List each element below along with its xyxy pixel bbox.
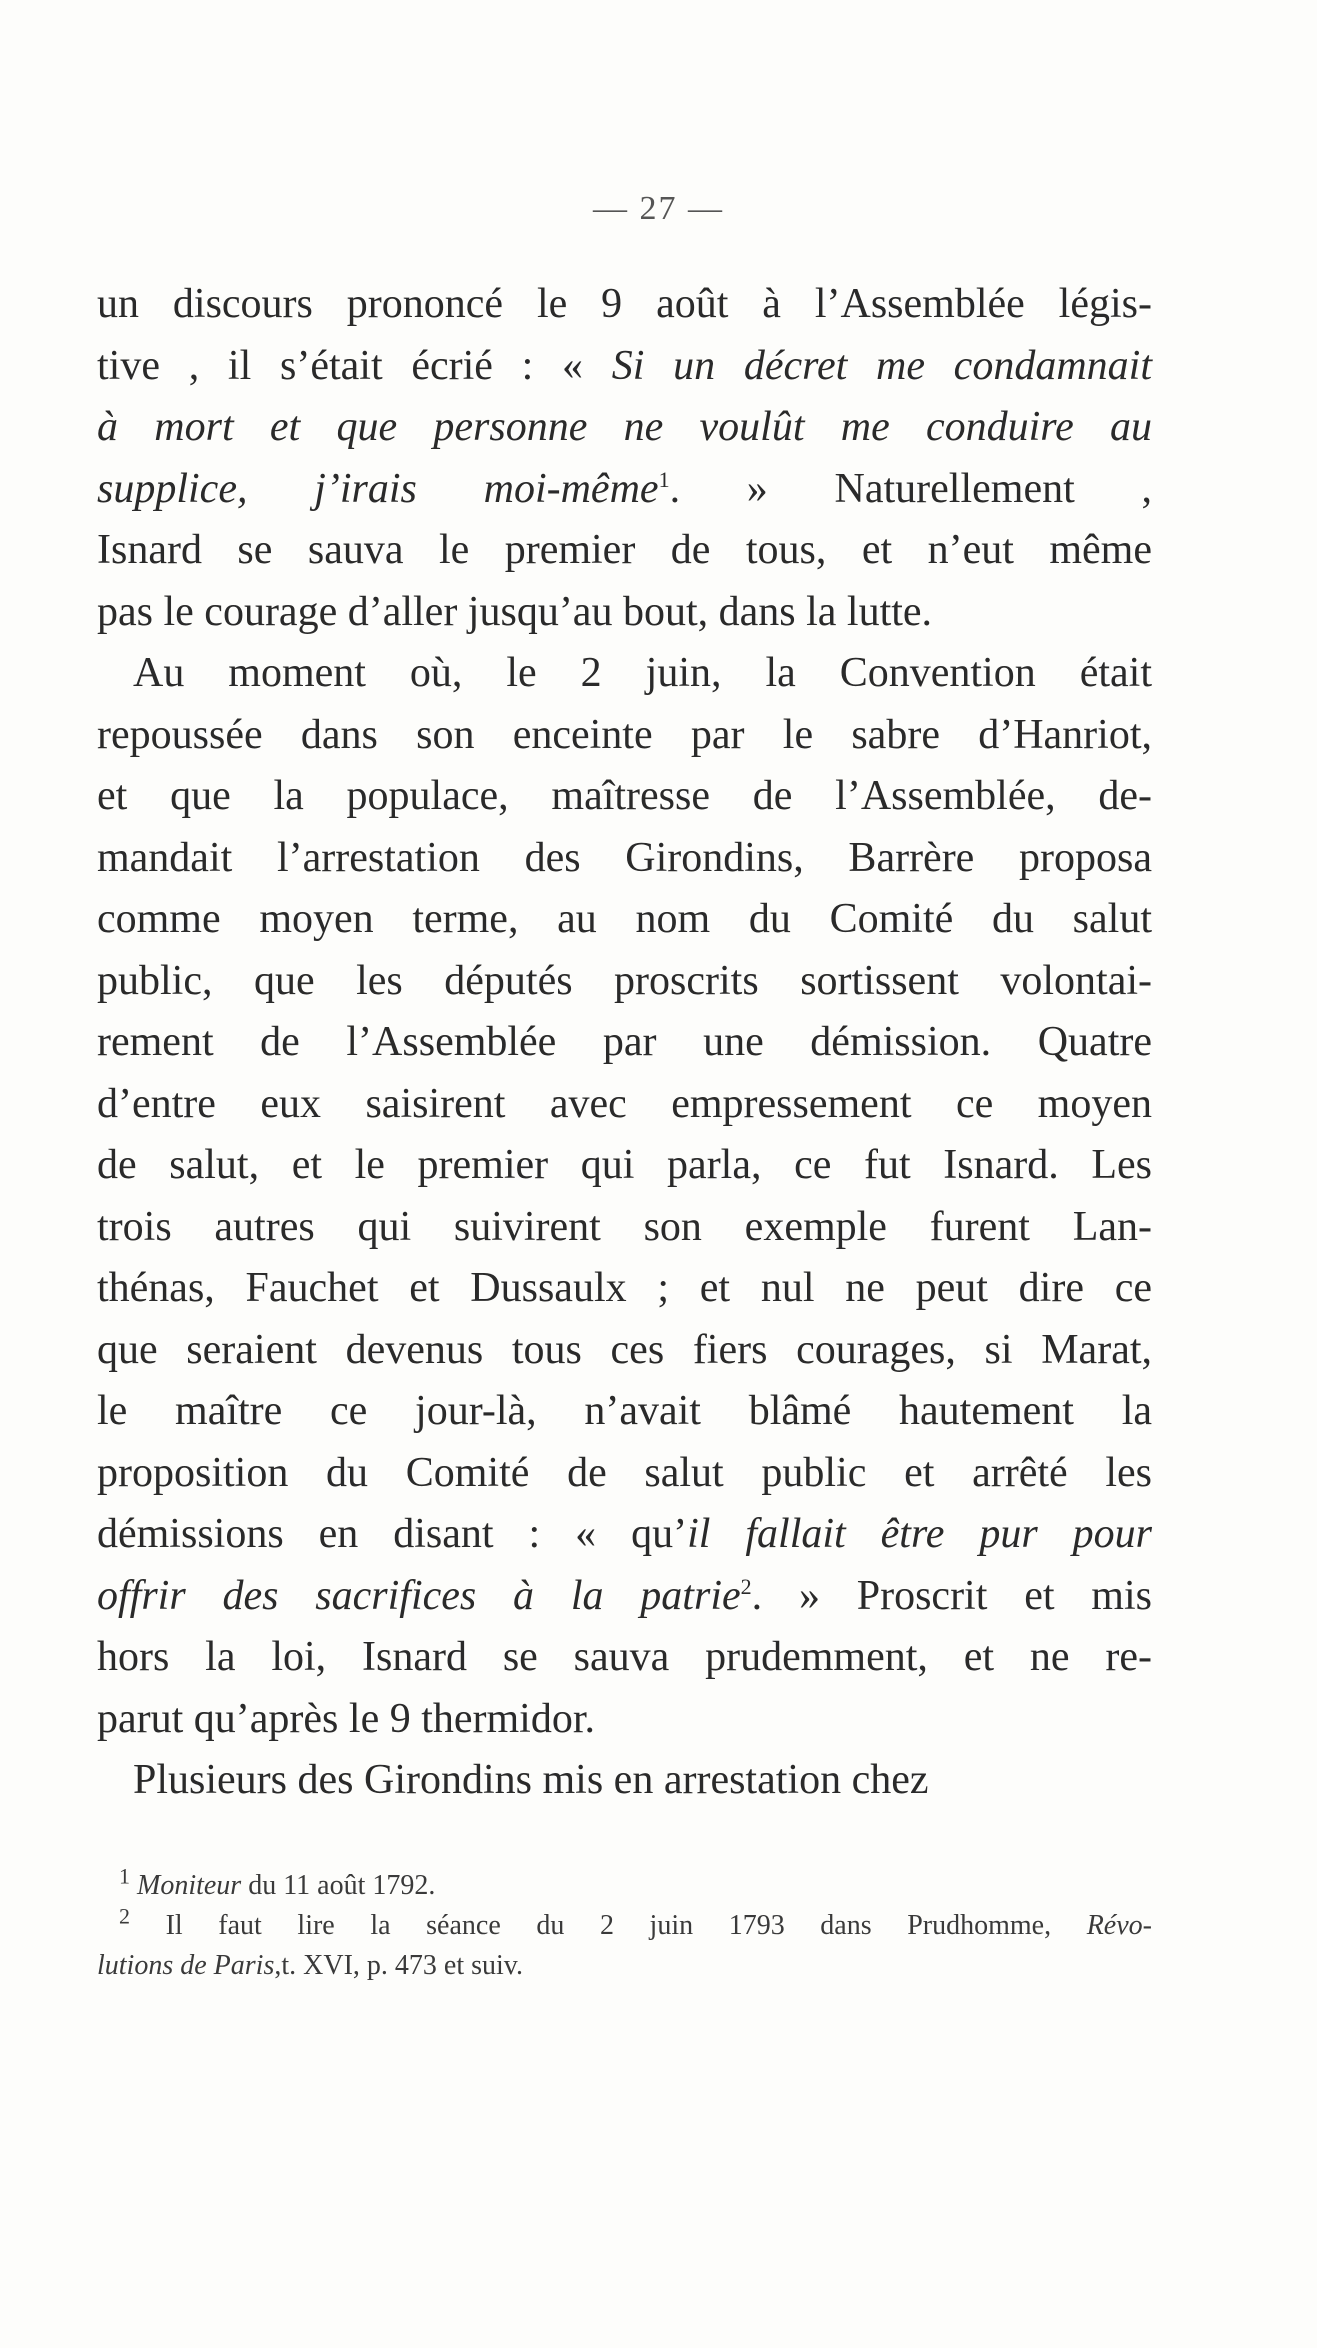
footnote-marker: 1 [658, 466, 670, 492]
text-line: parut qu’après le 9 thermidor. [97, 1695, 596, 1742]
text-line: hors la loi, Isnard se sauva prudemment, et ne re- [97, 1634, 1152, 1680]
text-line: démissions en disant : « qu’il fallait être pur pour [97, 1511, 1152, 1557]
footnote-line: lutions de Paris,t. XVI, p. 473 et suiv. [97, 1950, 523, 1981]
footnote-line: $^2$ Il faut lire la séance du 2 juin 1793 dans Prudhomme, Révo- [119, 1903, 1152, 1941]
text-line: rement de l’Assemblée par une démission. Quatre [97, 1019, 1152, 1065]
text-line: comme moyen terme, au nom du Comité du salut [97, 896, 1152, 942]
text-line: Isnard se sauva le premier de tous, et n’eut même [97, 527, 1152, 573]
text-line: tive , il s’était écrié : « Si un décret me condamnait [97, 342, 1152, 389]
italic-text: offrir des sacrifices à la patrie [97, 1572, 741, 1619]
footnote-marker: 1 [119, 1863, 130, 1889]
footnote-marker: 2 [119, 1903, 130, 1929]
text-line: un discours prononcé le 9 août à l’Assemblée légis- [97, 281, 1152, 327]
italic-text: il fallait être pur pour [687, 1511, 1152, 1557]
text-line: Plusieurs des Girondins mis en arrestation chez [133, 1757, 929, 1803]
text-line: d’entre eux saisirent avec empressement ce moyen [97, 1080, 1152, 1127]
body-text [97, 274, 1152, 1812]
italic-text: Si un décret me condamnait [611, 342, 1152, 389]
text-line: public, que les députés proscrits sortissent volontai- [97, 957, 1152, 1004]
footnote-line: $^1$ Moniteur du 11 août 1792. [119, 1863, 436, 1901]
text-line: offrir des sacrifices à la patrie$^2$. » Proscrit et mis [97, 1572, 1152, 1619]
text-line: pas le courage d’aller jusqu’au bout, dans la lutte. [97, 588, 933, 635]
text-line: supplice, j’irais moi-même$^1$. » Naturellement , [97, 465, 1152, 512]
footnote-marker: 2 [740, 1573, 752, 1599]
italic-text: Moniteur [137, 1870, 242, 1901]
text-line: proposition du Comité de salut public et arrêté les [97, 1449, 1152, 1496]
text-line: que seraient devenus tous ces fiers courages, si Marat, [97, 1326, 1152, 1373]
text-line: de salut, et le premier qui parla, ce fut Isnard. Les [97, 1142, 1152, 1188]
italic-text: supplice, j’irais moi-même [97, 465, 659, 512]
text-line: trois autres qui suivirent son exemple furent Lan- [97, 1203, 1152, 1250]
page-number: — 27 — [593, 190, 724, 227]
text-line: le maître ce jour-là, n’avait blâmé hautement la [97, 1388, 1152, 1434]
italic-text: lutions de Paris [97, 1950, 275, 1981]
text-line: et que la populace, maîtresse de l’Assemblée, de- [97, 773, 1152, 819]
italic-text: Révo- [1086, 1910, 1152, 1941]
text-line: thénas, Fauchet et Dussaulx ; et nul ne peut dire ce [97, 1265, 1152, 1311]
footnotes [97, 1863, 1152, 1986]
text-line: repoussée dans son enceinte par le sabre d’Hanriot, [97, 711, 1152, 758]
text-line: Au moment où, le 2 juin, la Convention était [133, 650, 1152, 696]
text-line [97, 397, 1152, 459]
text-line: mandait l’arrestation des Girondins, Barrère proposa [97, 834, 1152, 881]
italic-text: à mort et que personne ne voulût me conduire au [97, 404, 1152, 450]
